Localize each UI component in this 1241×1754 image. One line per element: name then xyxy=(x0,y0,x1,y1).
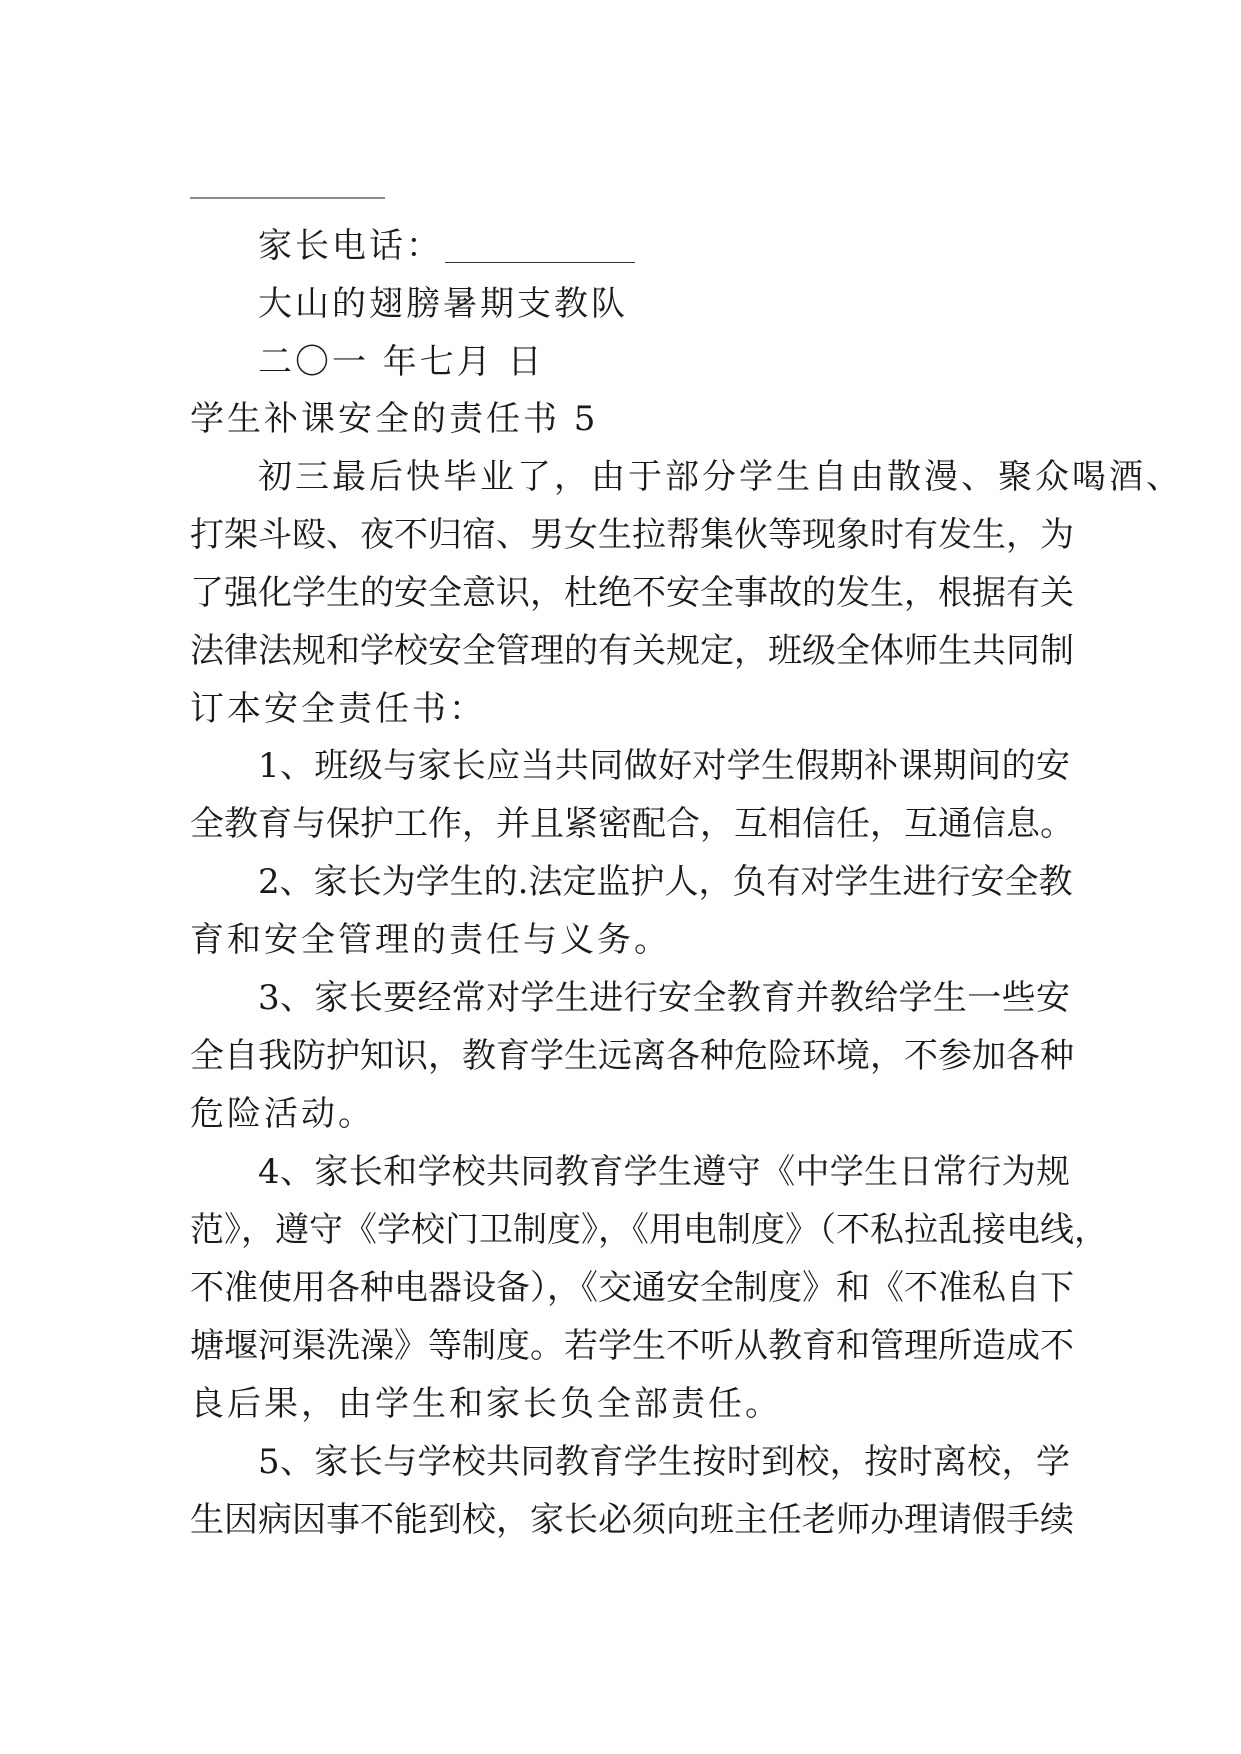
paragraph-line: 全教育与保护工作，并且紧密配合，互相信任，互通信息。 xyxy=(190,804,1074,844)
paragraph-line: 3、家长要经常对学生进行安全教育并教给学生一些安 xyxy=(258,978,1070,1018)
paragraph-line: 塘堰河渠洗澡》等制度。若学生不听从教育和管理所造成不 xyxy=(190,1326,1074,1366)
section-title: 学生补课安全的责任书 5 xyxy=(190,399,599,439)
paragraph-line: 危险活动。 xyxy=(190,1094,375,1134)
signature-date: 二〇一 年七月 日 xyxy=(258,342,545,382)
paragraph-line: 范》，遵守《学校门卫制度》，《用电制度》（不私拉乱接电线， xyxy=(190,1210,1108,1250)
paragraph-line: 不准使用各种电器设备），《交通安全制度》和《不准私自下 xyxy=(190,1268,1074,1308)
parent-phone-blank xyxy=(445,226,635,263)
paragraph-line: 法律法规和学校安全管理的有关规定，班级全体师生共同制 xyxy=(190,631,1074,671)
paragraph-line: 订本安全责任书： xyxy=(190,689,486,729)
parent-phone-row xyxy=(258,226,1138,266)
paragraph-line: 5、家长与学校共同教育学生按时到校，按时离校，学 xyxy=(258,1442,1070,1482)
paragraph-line: 育和安全管理的责任与义务。 xyxy=(190,920,671,960)
paragraph-line: 全自我防护知识，教育学生远离各种危险环境，不参加各种 xyxy=(190,1036,1074,1076)
paragraph-line: 生因病因事不能到校，家长必须向班主任老师办理请假手续 xyxy=(190,1500,1074,1540)
signature-underline xyxy=(190,197,385,199)
paragraph-line: 初三最后快毕业了，由于部分学生自由散漫、聚众喝酒、 xyxy=(258,457,1183,497)
paragraph-line: 打架斗殴、夜不归宿、男女生拉帮集伙等现象时有发生，为 xyxy=(190,515,1074,555)
paragraph-line: 4、家长和学校共同教育学生遵守《中学生日常行为规 xyxy=(258,1152,1070,1192)
team-name: 大山的翅膀暑期支教队 xyxy=(258,284,628,324)
paragraph-line: 1、班级与家长应当共同做好对学生假期补课期间的安 xyxy=(258,746,1070,786)
parent-phone-label: 家长电话： xyxy=(258,226,443,266)
paragraph-line: 良后果，由学生和家长负全部责任。 xyxy=(190,1384,782,1424)
paragraph-line: 2、家长为学生的.法定监护人，负有对学生进行安全教 xyxy=(258,862,1073,902)
paragraph-line: 了强化学生的安全意识，杜绝不安全事故的发生，根据有关 xyxy=(190,573,1074,613)
